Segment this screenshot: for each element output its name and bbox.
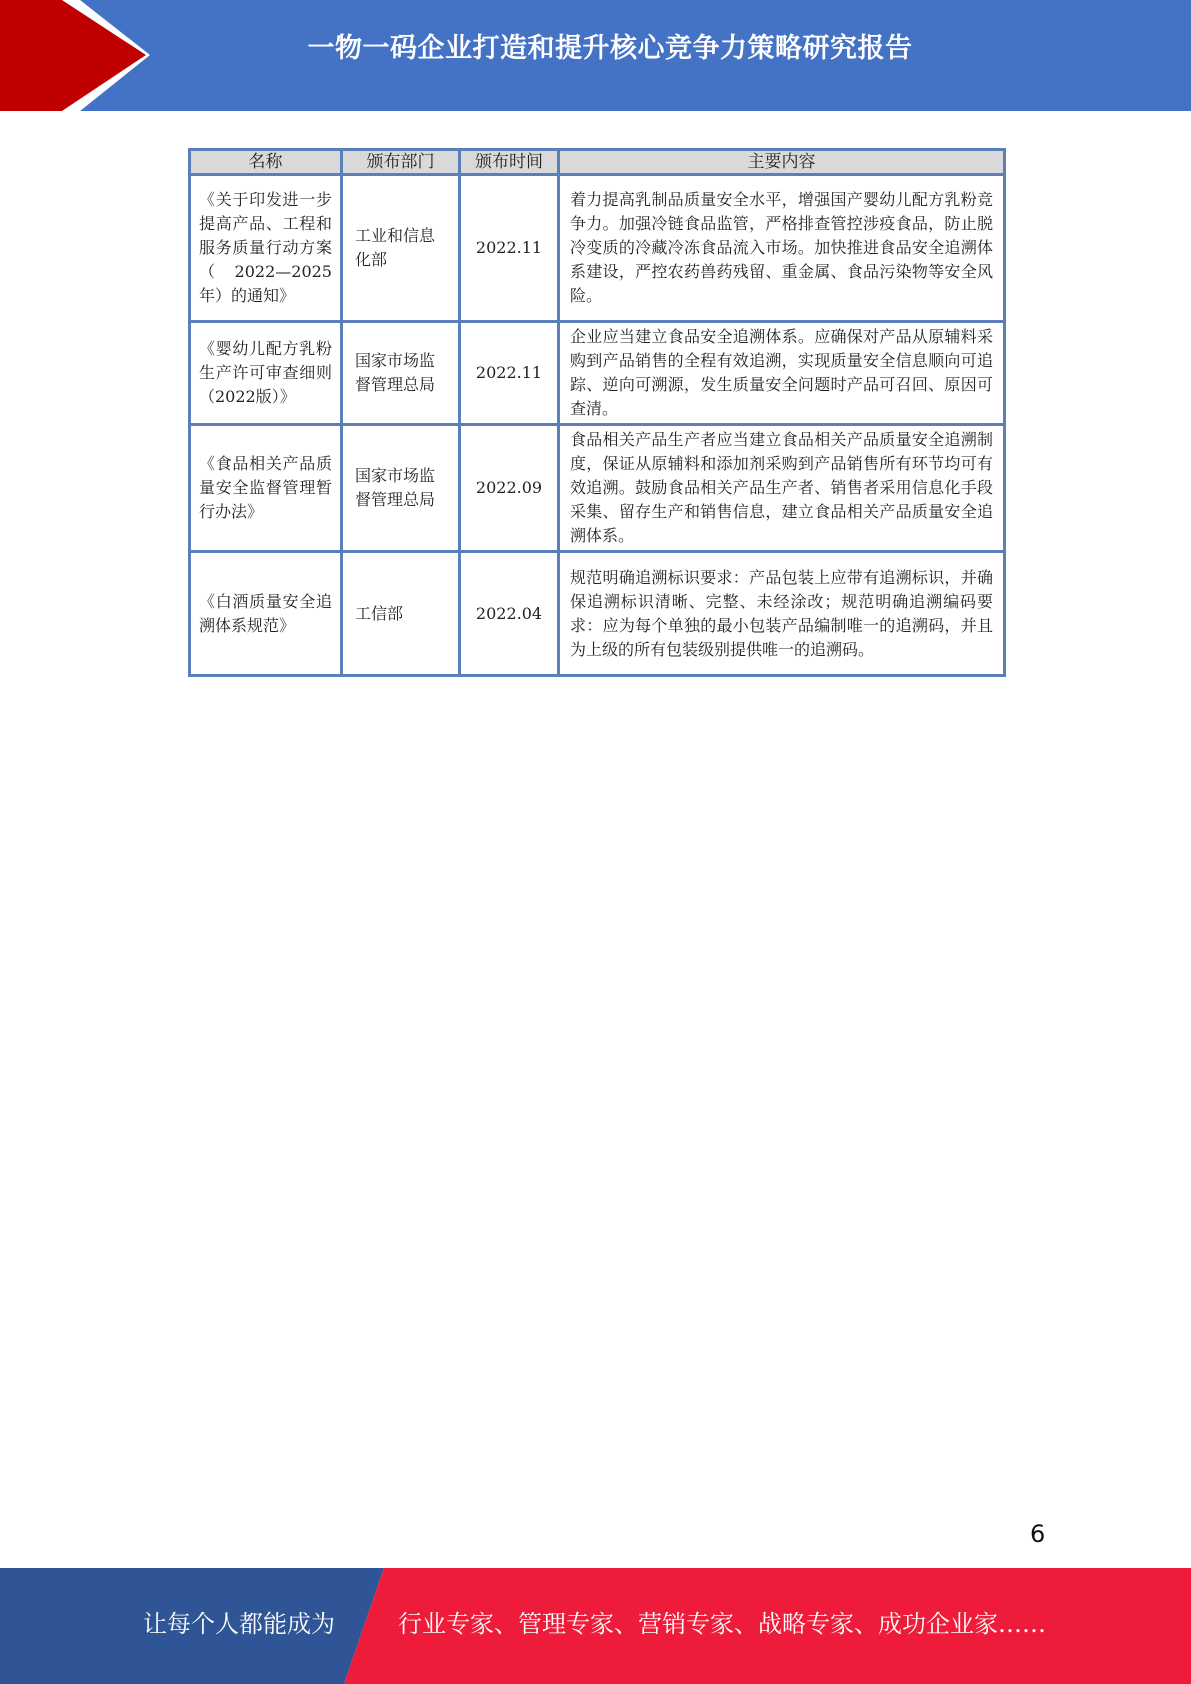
- table-row: [190, 425, 1005, 552]
- policy-name-cell: 《关于印发进一步提高产品、工程和服务质量行动方案（2022—2025年）的通知》: [190, 175, 342, 322]
- department-cell: 工业和信息化部: [342, 175, 460, 322]
- column-header-content: 主要内容: [559, 150, 1005, 175]
- header-band: [0, 0, 1191, 111]
- date-cell: 2022.09: [460, 425, 559, 552]
- department-cell: 国家市场监督管理总局: [342, 322, 460, 425]
- content-cell: 规范明确追溯标识要求：产品包装上应带有追溯标识，并确保追溯标识清晰、完整、未经涂改；规范明确追溯编码要求：应为每个单独的最小包装产品编制唯一的追溯码，并且为上级的所有包装级别提供唯一的追溯码。: [559, 552, 1005, 676]
- policy-table: [188, 148, 1006, 677]
- page-number: 6: [1030, 1520, 1046, 1548]
- table-row: [190, 322, 1005, 425]
- content-cell: 着力提高乳制品质量安全水平，增强国产婴幼儿配方乳粉竞争力。加强冷链食品监管，严格排查管控涉疫食品，防止脱冷变质的冷藏冷冻食品流入市场。加快推进食品安全追溯体系建设，严控农药兽药残留、重金属、食品污染物等安全风险。: [559, 175, 1005, 322]
- column-header-name: 名称: [190, 150, 342, 175]
- department-cell: 工信部: [342, 552, 460, 676]
- content-cell: 企业应当建立食品安全追溯体系。应确保对产品从原辅料采购到产品销售的全程有效追溯，实现质量安全信息顺向可追踪、逆向可溯源，发生质量安全问题时产品可召回、原因可查清。: [559, 322, 1005, 425]
- table-row: [190, 552, 1005, 676]
- date-cell: 2022.11: [460, 322, 559, 425]
- date-cell: 2022.11: [460, 175, 559, 322]
- policy-name-cell: 《婴幼儿配方乳粉生产许可审查细则（2022版）》: [190, 322, 342, 425]
- column-header-date: 颁布时间: [460, 150, 559, 175]
- date-cell: 2022.04: [460, 552, 559, 676]
- footer-slogan-right: 行业专家、管理专家、营销专家、战略专家、成功企业家……: [398, 1610, 1046, 1638]
- footer-slogan-left: 让每个人都能成为: [143, 1610, 335, 1638]
- department-cell: 国家市场监督管理总局: [342, 425, 460, 552]
- content-cell: 食品相关产品生产者应当建立食品相关产品质量安全追溯制度，保证从原辅料和添加剂采购到产品销售所有环节均可有效追溯。鼓励食品相关产品生产者、销售者采用信息化手段采集、留存生产和销售信息，建立食品相关产品质量安全追溯体系。: [559, 425, 1005, 552]
- column-header-dept: 颁布部门: [342, 150, 460, 175]
- policy-name-cell: 《白酒质量安全追溯体系规范》: [190, 552, 342, 676]
- table-row: [190, 175, 1005, 322]
- policy-table-container: [188, 148, 1003, 677]
- table-header-row: [190, 150, 1005, 175]
- document-title: 一物一码企业打造和提升核心竞争力策略研究报告: [307, 33, 913, 64]
- policy-name-cell: 《食品相关产品质量安全监督管理暂行办法》: [190, 425, 342, 552]
- footer-band: [0, 1568, 1191, 1684]
